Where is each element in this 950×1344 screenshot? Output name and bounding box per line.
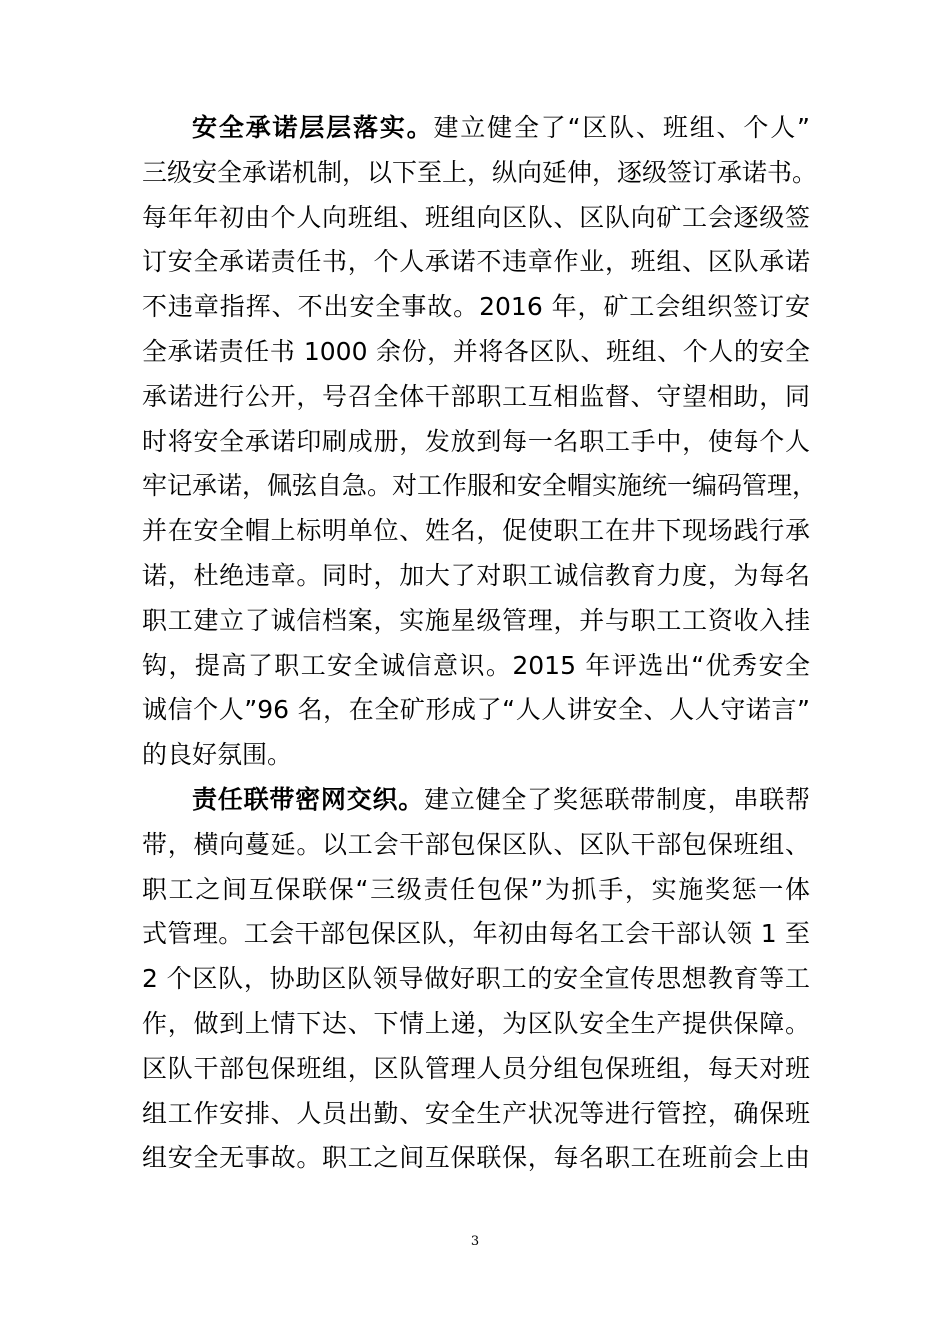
paragraph-line: 区队干部包保班组，区队管理人员分组包保班组，每天对班 bbox=[142, 1053, 810, 1083]
paragraph-line: 时将安全承诺印刷成册，发放到每一名职工手中，使每个人 bbox=[142, 426, 810, 456]
paragraph-line: 作，做到上情下达、下情上递，为区队安全生产提供保障。 bbox=[142, 1008, 810, 1038]
paragraph-line: 不违章指挥、不出安全事故。2016 年，矿工会组织签订安 bbox=[142, 292, 810, 322]
paragraph-line: 组工作安排、人员出勤、安全生产状况等进行管控，确保班 bbox=[142, 1098, 810, 1128]
paragraph-line: 全承诺责任书 1000 余份，并将各区队、班组、个人的安全 bbox=[142, 336, 810, 366]
paragraph-1-line-1 bbox=[142, 106, 810, 151]
paragraph-line: 承诺进行公开，号召全体干部职工互相监督、守望相助，同 bbox=[142, 381, 810, 411]
paragraph-line: 2 个区队，协助区队领导做好职工的安全宣传思想教育等工 bbox=[142, 964, 810, 994]
paragraph-1-text: 建立健全了“区队、班组、个人” bbox=[433, 113, 810, 142]
paragraph-line: 组安全无事故。职工之间互保联保，每名职工在班前会上由 bbox=[142, 1143, 810, 1173]
paragraph-line: 带，横向蔓延。以工会干部包保区队、区队干部包保班组、 bbox=[142, 829, 810, 859]
paragraph-line: 职工之间互保联保“三级责任包保”为抓手，实施奖惩一体 bbox=[142, 874, 810, 904]
paragraph-line: 并在安全帽上标明单位、姓名，促使职工在井下现场践行承 bbox=[142, 516, 810, 546]
page-number: 3 bbox=[470, 1234, 480, 1249]
paragraph-line: 的良好氛围。 bbox=[142, 740, 293, 770]
paragraph-1-heading: 安全承诺层层落实。 bbox=[192, 113, 434, 142]
paragraph-line: 牢记承诺，佩弦自急。对工作服和安全帽实施统一编码管理， bbox=[142, 471, 818, 501]
paragraph-line: 职工建立了诚信档案，实施星级管理，并与职工工资收入挂 bbox=[142, 605, 810, 635]
paragraph-line: 式管理。工会干部包保区队，年初由每名工会干部认领 1 至 bbox=[142, 919, 810, 949]
paragraph-line: 订安全承诺责任书，个人承诺不违章作业，班组、区队承诺 bbox=[142, 247, 810, 277]
body-text bbox=[142, 106, 818, 1181]
paragraph-2-heading: 责任联带密网交织。 bbox=[192, 784, 425, 814]
paragraph-line: 诚信个人”96 名，在全矿形成了“人人讲安全、人人守诺言” bbox=[142, 695, 810, 725]
paragraph-line: 每年年初由个人向班组、班组向区队、区队向矿工会逐级签 bbox=[142, 202, 810, 232]
paragraph-line: 诺，杜绝违章。同时，加大了对职工诚信教育力度，为每名 bbox=[142, 560, 810, 590]
paragraph-2-text: 建立健全了奖惩联带制度，串联帮 bbox=[424, 784, 810, 814]
paragraph-line: 三级安全承诺机制，以下至上，纵向延伸，逐级签订承诺书。 bbox=[142, 157, 818, 187]
paragraph-2-line-1 bbox=[142, 778, 810, 823]
paragraph-line: 钩，提高了职工安全诚信意识。2015 年评选出“优秀安全 bbox=[142, 650, 810, 680]
